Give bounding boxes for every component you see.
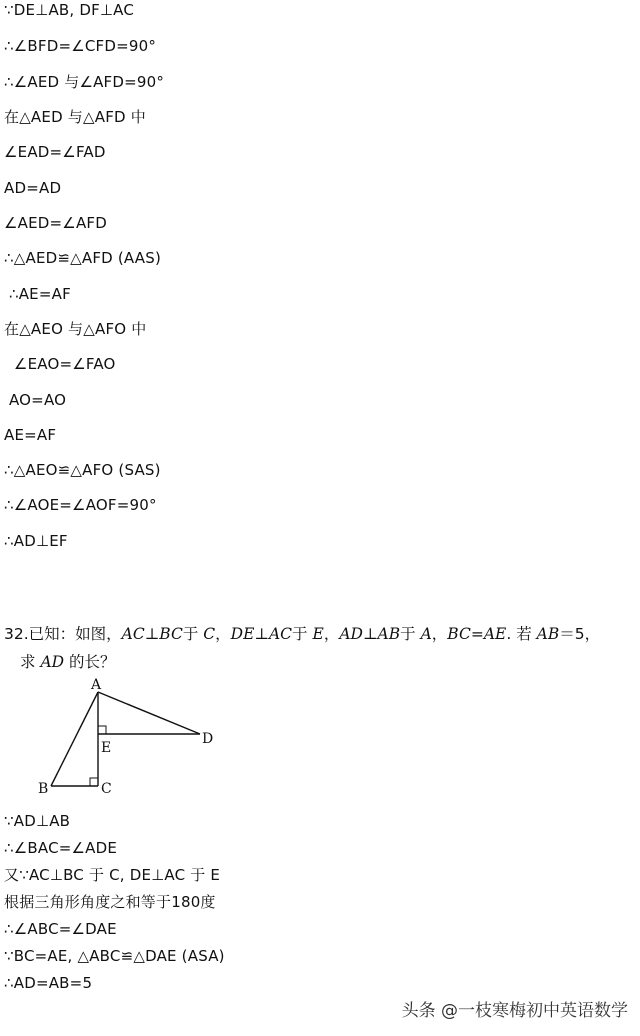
right-angle-mark-c — [90, 778, 98, 786]
problem-symbol: AE — [483, 625, 507, 643]
proof-line: AE=AF — [4, 426, 57, 444]
proof-line: ∴AD⊥EF — [4, 532, 68, 550]
proof-line: AD=AD — [4, 179, 62, 197]
watermark-text: 头条 @一枝寒梅初中英语数学 — [401, 1001, 628, 1021]
label-b: B — [38, 781, 49, 797]
problem-text: ， — [215, 625, 231, 643]
problem-text: 求 — [20, 653, 41, 671]
problem-text: 的长？ — [64, 653, 116, 671]
label-e: E — [101, 740, 112, 756]
problem-text: 于 — [292, 625, 313, 643]
problem-statement — [4, 620, 634, 676]
segment-ad — [98, 692, 200, 734]
proof-line: ∠EAO=∠FAO — [4, 355, 116, 373]
problem-line-1 — [4, 620, 634, 648]
proof-line: ∠EAD=∠FAD — [4, 143, 106, 161]
problem-symbol: A — [420, 625, 432, 643]
proof-line: 根据三角形角度之和等于180度 — [4, 893, 216, 911]
problem-symbol: AD⊥AB — [339, 625, 401, 643]
label-a: A — [91, 677, 102, 693]
problem-symbol: DE⊥AC — [230, 625, 293, 643]
problem-text: ＝5， — [559, 625, 601, 643]
proof-line: ∴∠BFD=∠CFD=90° — [4, 37, 157, 55]
proof-line: 在△AEO 与△AFO 中 — [4, 320, 147, 338]
problem-symbol: BC — [447, 625, 471, 643]
problem-symbol: E — [312, 625, 324, 643]
problem-symbol: AD — [40, 653, 65, 671]
proof-line: ∴△AED≌△AFD (AAS) — [4, 249, 162, 267]
problem-text: = — [470, 625, 484, 643]
proof-line: ∴∠AOE=∠AOF=90° — [4, 496, 157, 514]
proof-line: ∴∠BAC=∠ADE — [4, 839, 118, 857]
problem-text: 已知：如图， — [28, 625, 122, 643]
proof-line: ∴△AEO≌△AFO (SAS) — [4, 461, 161, 479]
problem-symbol: AB — [536, 625, 560, 643]
segment-ab — [51, 692, 98, 786]
proof-line: ∴AE=AF — [4, 285, 71, 303]
problem-text: . 若 — [506, 625, 537, 643]
proof-line: 又∵AC⊥BC 于 C, DE⊥AC 于 E — [4, 866, 221, 884]
problem-text: 于 — [400, 625, 421, 643]
proof-line: ∵AD⊥AB — [4, 812, 71, 830]
proof-line: ∵BC=AE, △ABC≌△DAE (ASA) — [4, 947, 225, 965]
problem-text: ， — [323, 625, 340, 643]
proof-line: 在△AED 与△AFD 中 — [4, 108, 146, 126]
proof-line: ∵DE⊥AB, DF⊥AC — [4, 1, 135, 19]
problem-text: ， — [431, 625, 448, 643]
problem-text: 于 — [182, 625, 204, 643]
proof-line: ∴∠AED 与∠AFD=90° — [4, 73, 165, 91]
problem-symbol: AC⊥BC — [121, 625, 183, 643]
right-angle-mark-e — [98, 726, 106, 734]
proof-line: ∴∠ABC=∠DAE — [4, 920, 117, 938]
proof-line: ∠AED=∠AFD — [4, 214, 107, 232]
problem-number: 32. — [4, 625, 29, 643]
problem-symbol: C — [203, 625, 216, 643]
geometry-figure — [30, 672, 230, 802]
label-d: D — [202, 731, 214, 747]
proof-line: ∴AD=AB=5 — [4, 974, 93, 992]
proof-line: AO=AO — [4, 391, 67, 409]
label-c: C — [101, 781, 112, 797]
